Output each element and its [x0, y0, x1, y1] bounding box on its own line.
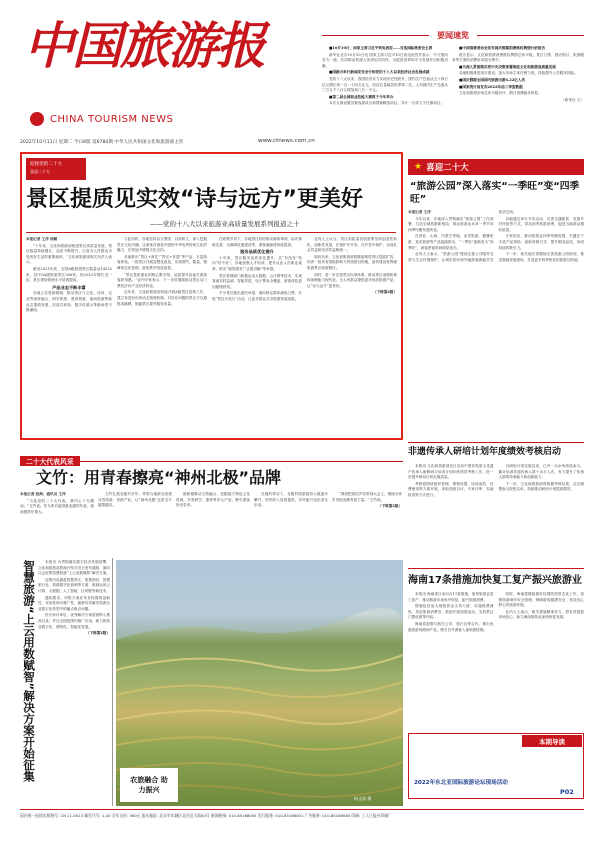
- masthead: [20, 10, 320, 150]
- feature-col-4: 在她的带动下，北极村旅游接待人数逐年攀升，村民收入显著提高，乡村振兴迈出坚实步伐。: [254, 492, 328, 508]
- side-body: 本报讯 为贯彻落实数字经济发展部署，文化和旅游部资源开发司近日发布通知，面向社会征集智慧旅游“上云用数赋智”解决方案。 征集内容涵盖智慧景区、智慧酒店、智慧旅行社、旅游数字化营销等方面，鼓励运用云计算、大数据、人工智能、区块链等新技术。 通知要求，申报方案应具有较强的创新性、实用性和可推广性，能够有效解决旅游企业数字化转型中的痛点难点问题。 经专家评审后，优秀解决方案将被纳入推荐目录，并在全国范围内推广应用，助力旅游业数字化、网络化、智能化发展。 （下转第2版）: [38, 560, 110, 636]
- lead-subhead: ——党的十八大以来旅游业高质量发展系列报道之十: [150, 220, 300, 228]
- newspaper-logo: 中国旅游报: [24, 16, 264, 75]
- lead-kicker: 迎接党的二十大 喜迎二十大: [26, 158, 86, 180]
- photo-caption-box: 农旅融合 助力振兴: [120, 768, 178, 802]
- lead-col-2: 与此同时，各地坚持以文塑旅、以旅彰文，深入挖掘景区文化内涵，让游客在游览中感悟中华优秀传统文化的魅力，在旅途中增强文化自信。 多地推出“景区+演艺”“景区+非遗”等产品，丰富游客体验。一批景区开展智慧化改造，实现预约、限量、错峰常态化管理，游览秩序明显改善。 “景区是旅游业的核心吸引物，品质提升直接关系游客获得感。”业内专家表示，下一步应继续推动景区从门票经济向产业经济转变。 近年来，文化和旅游部持续开展A级景区复核工作，建立有进有出的动态管理机制，对存在问题的景区予以通报或摘牌，倒逼景区提升服务质量。: [117, 237, 207, 306]
- right-banner: ★ 喜迎二十大: [408, 159, 584, 175]
- logo-emblem-icon: [30, 112, 44, 126]
- lead-col-3: 在政策引导下，各地景区纷纷推动厕所革命、标识系统完善、无障碍设施建设等，游客满意度持续提高。 服务品质优化提升 十年来，景区服务品质优化提升，从“有没有”转向“好不好”。各地加强人才培训，提升从业人员职业素养，推出“微笑服务”“志愿讲解”等举措。 景区管理部门积极运用大数据、云计算等技术，实现客流实时监测、智能导览、电子票务全覆盖，游客体验更加便捷舒适。 不少景区推出惠民举措，面向特定群体减免门票，开展“景区开放日”活动，让更多群众共享旅游发展成果。: [212, 237, 302, 301]
- brief-item: ■10月10日，国家主席习近平致电祝贺……当选国际奥委会主席: [329, 46, 433, 50]
- brief-item: ■国新办举行新闻发布会介绍党的十八大以来经济社会发展成就: [329, 70, 430, 75]
- story2-headline: 非遗传承人研培计划年度绩效考核启动: [408, 447, 562, 457]
- story2-body: 本报讯 文化和旅游部近日启动中国非物质文化遗产传承人研修研习培训计划年度绩效考核工作，进一步提升研培计划实施质量。 考核将围绕组织管理、课程设置、培训成效、经费使用等方面开展，采取高校自评、专家评审、实地检查等方式进行。 自研培计划实施以来，已有一百余所高校参与，累计培训非遗传承人群十余万人次，有力提升了传承人群的传承能力和创新能力。 下一步，文化和旅游部将根据考核结果，动态调整参与院校名单，持续推动研培计划提质增效。: [408, 464, 584, 497]
- brief-item: ■为深入贯彻落实党中央决策部署推进文化和旅游高质量发展: [459, 64, 556, 69]
- dateline: 2022年10月11日 星期二 今日8版 第6784期 中华人民共和国文化和旅游部主管: [20, 140, 184, 145]
- feature-col-2: 文竹扎根北极村多年，带领当地群众发展冰雪旅游、民宿产业，让“神州北极”这张名片越擦越亮。: [98, 492, 172, 508]
- lead-byline: 本报记者 王洋 杨颖: [26, 237, 58, 241]
- lead-subsection: 服务品质优化提升: [240, 249, 274, 255]
- briefs-footer: （新华社 文）: [561, 97, 584, 102]
- right-rule-1: [408, 442, 584, 443]
- lead-col-1: 本报记者 王洋 杨颖 “十年来，文化和旅游部推进景区高质量发展，景区数量持续增长，品质不断提升，已成为人民群众享受美好生活的重要载体。”文化和旅游部相关负责人表示。 截至2021年底，全国A级旅游景区数量达14332家，其中5A级旅游景区306家，较2012年增长近一倍，景区建设管理水平显著提高。 产品业态不断丰富 各地立足资源禀赋，推动景区与文化、体育、农业等深度融合，研学旅游、康养旅游、夜间旅游等新业态蓬勃发展，沉浸式体验、数字化展示等新场景不断涌现。: [26, 237, 112, 313]
- briefs-header: 要闻速览: [322, 28, 584, 42]
- brief-item: ■国庆假期全国国内旅游出游4.22亿人次: [459, 77, 526, 82]
- feature-col-1: 本报记者 赵海、通讯员 王洋 “当选党的二十大代表，我内心十分激动。”文竹说。作为来自祖国最北端的代表，她深感责任重大。: [20, 492, 94, 514]
- brief-item: ■国家统计局发布2022年前三季度数据: [459, 84, 523, 89]
- feature-col-5: “我将把基层声音带到大会上，继续为家乡发展贡献青春力量。”文竹说。 （下转第2版）: [332, 492, 402, 509]
- side-divider: [112, 558, 113, 806]
- lead-headline: 景区提质见实效“诗与远方”更美好: [26, 187, 363, 212]
- lead-subsection: 产品业态不断丰富: [52, 284, 86, 290]
- lead-rule: [26, 232, 396, 233]
- brief-item: ■中国消费者协会发布国庆假期消费维权舆情分析报告: [459, 46, 546, 50]
- website: www.ctnews.com.cn: [258, 138, 315, 144]
- feature-col-3: 她积极推动文旅融合，挖掘地方特色文化资源，开发研学、康养等多元产品，吸引游客纷至沓来。: [176, 492, 250, 508]
- guide-label: 本期导读: [522, 735, 582, 747]
- lead-col-4: 业内人士认为，景区高质量发展需要坚持创造性转化、创新性发展，在保护中开发、在开发中保护，实现社会效益和经济效益相统一。 面向未来，文化和旅游部将继续推进景区提质扩容，培育一批具有国际影响力的旅游目的地，加快建设世界级旅游景区和度假区。 同时，进一步完善景区标准体系，推动景区治理体系和治理能力现代化，为人民群众提供更多优质旅游产品，让“诗与远方”更美好。 （下转第2版）: [307, 237, 397, 295]
- right-rule-2: [408, 568, 584, 569]
- logo-en: CHINA TOURISM NEWS: [30, 112, 173, 126]
- footer-info: 国内统一连续出版物号: CN 11-0013 邮发代号: 1-40 全年定价: 360元 报社地址: 北京市东城区北河沿大街83号 新闻热线: 010-85168005 发行服务: 010-85168001 广告服务: 010-85168080 印刷: 工人日报社印刷厂: [20, 813, 392, 818]
- guide-text[interactable]: 2022年东北亚国际旅游论坛现场活动: [414, 780, 508, 786]
- flag-icon: ★: [414, 162, 423, 172]
- feature-section-bar: 二十大代表风采: [20, 456, 403, 466]
- story3-headline: 海南17条措施加快复工复产振兴旅游业: [408, 575, 582, 586]
- right-headline: “旅游公园”深入落实“一季旺”变“四季旺”: [410, 181, 580, 205]
- briefs-column-1: ■10月10日，国家主席习近平致电祝贺……当选国际奥委会主席 新华社北京10月10日电 国家主席习近平10日致电祝贺并表示，中方愿同各方一道，共同推动构建人类命运共同体，为促进世界和平与发展作出积极贡献。 ■国新办举行新闻发布会介绍党的十八大以来经济社会发展成就 党的十八大以来，我国经济实力实现历史性跃升，国内生产总值从五十四万亿元增长到一百一十四万亿元，经济总量稳居世界第二位，人均国内生产总值从三万九千八百元增加到八万一千元。 ■第二届全国职业技能大赛将于今年举办 本次大赛设置世赛选拔项目和国赛精选项目，共计一百零九个比赛项目。: [322, 46, 448, 106]
- brief-item: ■第二届全国职业技能大赛将于今年举办: [329, 94, 394, 99]
- briefs-column-2: ■中国消费者协会发布国庆假期消费维权舆情分析报告 报告显示，文化和旅游消费维权舆情总体平稳，景区门票、酒店预订、旅游服务等方面的消费诉求较为集中。 ■为深入贯彻落实党中央决策部署推进文化和旅游高质量发展 各地积极推进项目建设，加大市场主体纾困力度，持续提升公共服务效能。 ■国庆假期全国国内旅游出游4.22亿人次 ■国家统计局发布2022年前三季度数据 文化和旅游市场总体平稳有序，假日消费稳步恢复。 （新华社 文）: [452, 46, 584, 102]
- photo-credit: 杨文涛 摄: [354, 796, 372, 801]
- story3-body: 本报讯 海南省日前出台17条措施，加快旅游业复工复产，推动旅游市场有序恢复，振兴旅游消费。 措施包括加大财政资金支持力度、实施税费减免、发放旅游消费券、鼓励开展团建活动、支持景区门票优惠等内容。 海南将加强与航空公司、旅行社等合作，推出优惠旅游线路和产品，吸引岛外游客入琼旅游度假。 同时，海南将继续做好疫情防控常态化工作，加强旅游场所安全管理，保障游客健康安全，营造放心舒心的旅游环境。 业内人士表示，相关措施精准有力，将有效提振市场信心，助力海南旅游业加快恢复发展。: [408, 592, 584, 632]
- side-headline: 智慧旅游“上云用数赋智”解决方案开始征集: [22, 560, 36, 783]
- lead-continued: （下转第2版）: [372, 290, 397, 295]
- footer-rule: [20, 809, 584, 810]
- guide-page: P02: [560, 788, 574, 796]
- feature-headline: 文竹：用青春擦亮“神州北极”品牌: [36, 468, 282, 487]
- right-story-1: 本报记者 王洋 今年以来，多地深入贯彻落实“旅游公园”工作部署，打造全域旅游新格局，推动旅游业从单一季节向四季均衡发展转变。 在河北、山西、内蒙古等地，冰雪旅游、避暑旅游、赏花旅游等产品接续推出，“一季旺”逐渐变为“四季旺”，游客停留时间明显延长。 业内人士表示，“旅游公园”建设注重公共服务完善与生态环境保护，让城市居民和外地游客都能共享优质空间。 各地通过举办节庆活动、完善交通配套、发展乡村民宿等方式，带动淡季旅游消费，促进当地群众增收致富。 专家指出，推动旅游业四季均衡发展，关键在于丰富产品供给、创新营销方式、提升服务品质，形成持续的吸引力。 下一步，相关地区将继续完善旅游公园规划，推进基础设施建设，打造更多四季皆宜的旅游目的地。: [408, 210, 584, 262]
